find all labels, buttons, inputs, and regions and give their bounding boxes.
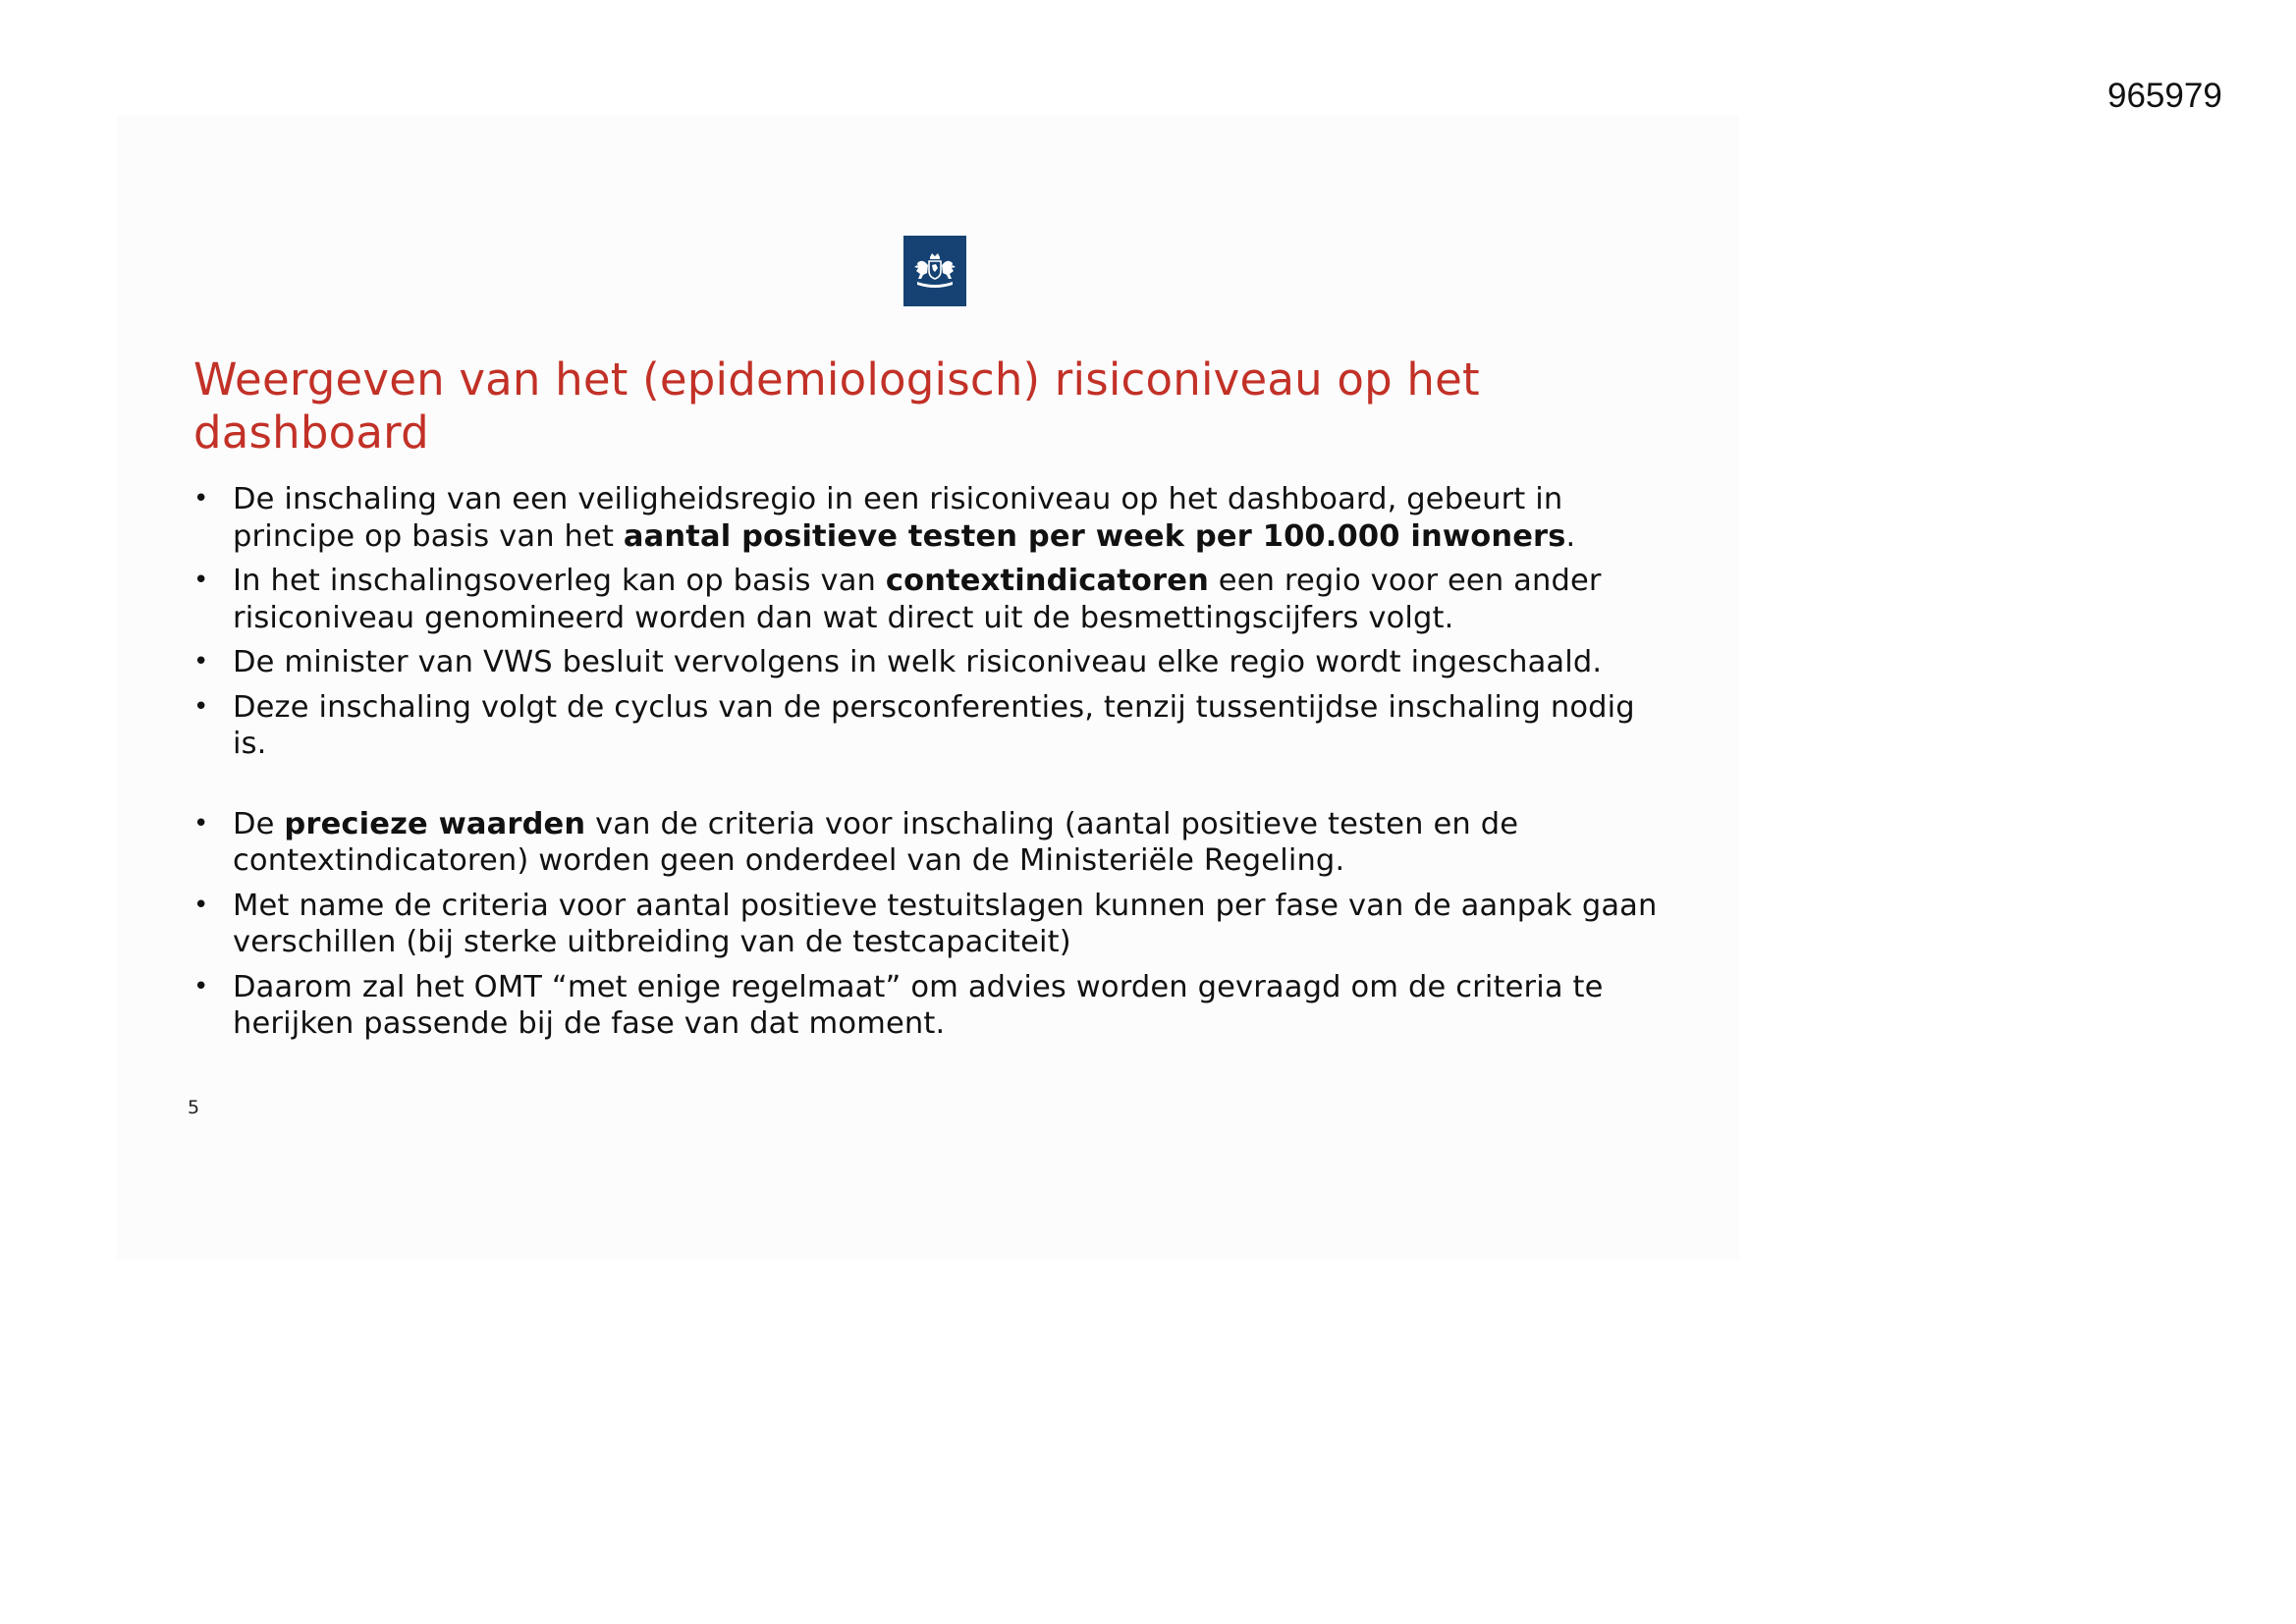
bullet-text: De inschaling van een veiligheidsregio in een risiconiveau op het dashboard, gebeurt in principe op basis van het <box>233 482 1563 554</box>
bullet-item <box>193 689 1667 763</box>
bullet-text: De minister van VWS besluit vervolgens in welk risiconiveau elke regio wordt ingeschaald. <box>233 645 1603 679</box>
bullet-text-bold: contextindicatoren <box>885 564 1209 598</box>
bullet-item <box>193 563 1667 636</box>
slide-title: Weergeven van het (epidemiologisch) risiconiveau op het dashboard <box>193 353 1480 459</box>
bullet-text: van de criteria voor inschaling (aantal positieve testen en de contextindicatoren) worden geen onderdeel van de Ministeriële Regeling. <box>233 806 1519 878</box>
bullet-text: In het inschalingsoverleg kan op basis van <box>233 564 886 598</box>
document-number: 965979 <box>2107 77 2222 115</box>
bullet-icon: • <box>193 484 209 514</box>
bullet-list <box>193 481 1667 1051</box>
bullet-icon: • <box>193 808 209 839</box>
coat-of-arms-icon <box>909 251 960 291</box>
bullet-text: Daarom zal het OMT “met enige regelmaat” om advies worden gevraagd om de criteria te herijken passende bij de fase van dat moment. <box>233 969 1604 1041</box>
bullet-text: een regio voor een ander risiconiveau genomineerd worden dan wat direct uit de besmettingscijfers volgt. <box>233 564 1602 635</box>
bullet-icon: • <box>193 566 209 595</box>
rijksoverheid-logo-icon <box>903 236 966 306</box>
bullet-item <box>193 644 1667 681</box>
bullet-text-bold: aantal positieve testen per week per 100.000 inwoners <box>623 518 1566 554</box>
bullet-text: . <box>1565 518 1576 554</box>
bullet-icon: • <box>193 691 209 722</box>
bullet-item <box>193 888 1667 961</box>
bullet-icon: • <box>193 971 209 1001</box>
bullet-text: De <box>233 806 285 841</box>
bullet-icon: • <box>193 890 209 920</box>
slide-page-number: 5 <box>188 1097 200 1118</box>
bullet-icon: • <box>193 647 209 677</box>
bullet-text: Met name de criteria voor aantal positieve testuitslagen kunnen per fase van de aanpak gaan verschillen (bij sterke uitbreiding van de testcapaciteit) <box>233 888 1658 959</box>
bullet-item <box>193 969 1667 1043</box>
bullet-item <box>193 806 1667 880</box>
bullet-item <box>193 481 1667 555</box>
bullet-text-bold: precieze waarden <box>284 806 586 841</box>
bullet-text: Deze inschaling volgt de cyclus van de persconferenties, tenzij tussentijdse inschaling nodig is. <box>233 689 1635 761</box>
